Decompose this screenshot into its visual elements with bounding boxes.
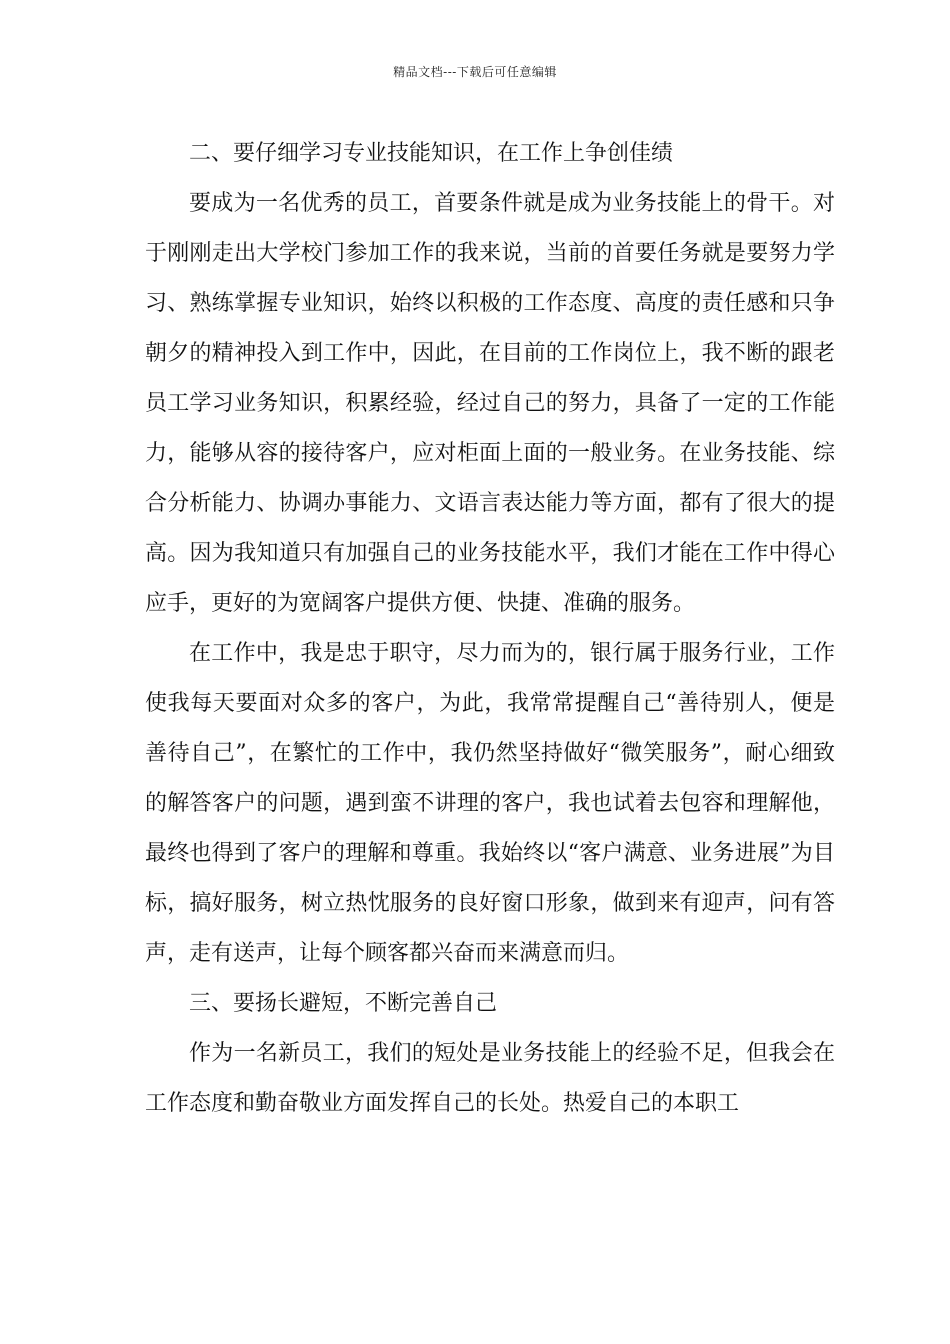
section-heading-2: 二、要仔细学习专业技能知识，在工作上争创佳绩: [189, 141, 674, 166]
paragraph-1: 要成为一名优秀的员工，首要条件就是成为业务技能上的骨干。对于刚刚走出大学校门参加工作的我来说，当前的首要任务就是要努力学习、熟练掌握专业知识，始终以积极的工作态度、高度的责任感和只争朝夕的精神投入到工作中，因此，在目前的工作岗位上，我不断的跟老员工学习业务知识，积累经验，经过自己的努力，具备了一定的工作能力，能够从容的接待客户，应对柜面上面的一般业务。在业务技能、综合分析能力、协调办事能力、文语言表达能力等方面，都有了很大的提高。因为我知道只有加强自己的业务技能水平，我们才能在工作中得心应手，更好的为宽阔客户提供方便、快捷、准确的服务。: [145, 191, 835, 616]
page-header: 精品文档---下载后可任意编辑: [393, 65, 557, 79]
paragraph-3: 作为一名新员工，我们的短处是业务技能上的经验不足，但我会在工作态度和勤奋敬业方面发挥自己的长处。热爱自己的本职工: [145, 1041, 835, 1116]
section-heading-3: 三、要扬长避短，不断完善自己: [189, 991, 498, 1016]
paragraph-2: 在工作中，我是忠于职守，尽力而为的，银行属于服务行业，工作使我每天要面对众多的客户，为此，我常常提醒自己“善待别人，便是善待自己”，在繁忙的工作中，我仍然坚持做好“微笑服务”，耐心细致的解答客户的问题，遇到蛮不讲理的客户，我也试着去包容和理解他，最终也得到了客户的理解和尊重。我始终以“客户满意、业务进展”为目标，搞好服务，树立热忱服务的良好窗口形象，做到来有迎声，问有答声，走有送声，让每个顾客都兴奋而来满意而归。: [145, 641, 835, 966]
document-body: [145, 129, 835, 1129]
